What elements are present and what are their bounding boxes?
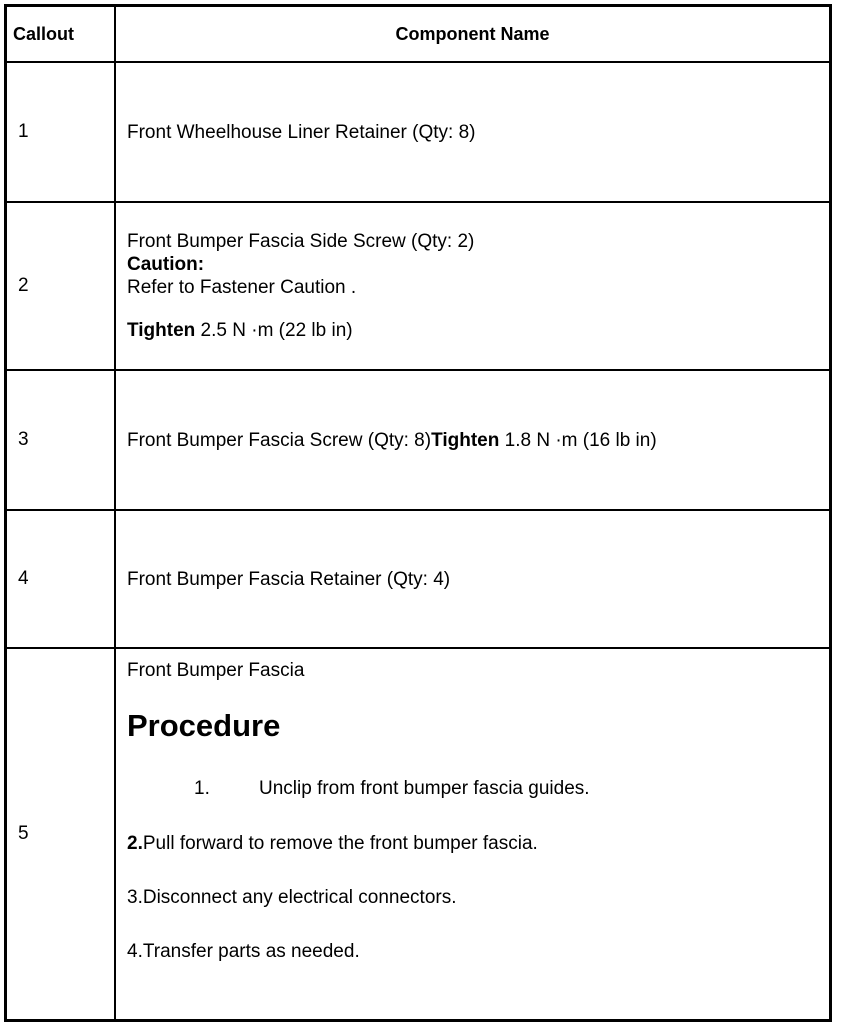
callout-cell: 3 [18,429,29,450]
step-text: Pull forward to remove the front bumper fascia. [142,833,538,854]
caution-text: Refer to Fastener Caution . [127,277,357,298]
component-name-line [127,429,829,452]
step-text: Disconnect any electrical connectors. [142,887,457,908]
table-row [7,649,829,1019]
callout-cell: 2 [18,275,29,296]
callout-cell: 5 [18,823,29,844]
procedure-title: Procedure [127,708,281,743]
callout-cell: 1 [18,121,29,142]
procedure-step [127,777,829,800]
table-row [7,203,829,371]
step-text: Unclip from front bumper fascia guides. [259,778,590,799]
component-name: Front Bumper Fascia Side Screw (Qty: 2) [127,231,475,252]
torque-spec [127,319,829,342]
step-number: 3. [127,887,143,908]
tighten-label: Tighten [431,429,500,451]
components-table [4,4,832,1022]
callout-header: Callout [13,23,74,44]
step-number: 1. [194,778,210,799]
torque-value: 2.5 N ·m (22 lb in) [200,320,353,341]
procedure-step [127,940,829,963]
procedure-step [127,886,829,909]
component-name: Front Bumper Fascia Screw (Qty: 8) [127,429,432,451]
tighten-label: Tighten [127,320,196,341]
component-name-cell [116,511,829,647]
step-number: 2. [127,833,143,854]
component-name-cell [116,649,829,1019]
component-name: Front Bumper Fascia [127,660,305,681]
callout-cell: 4 [18,568,29,589]
table-row [7,63,829,203]
table-row [7,371,829,511]
component-name-cell [116,203,829,369]
procedure-step [127,832,829,855]
table-header [7,7,829,63]
table-row [7,511,829,649]
component-name: Front Bumper Fascia Retainer (Qty: 4) [127,568,451,590]
caution-label: Caution: [127,254,205,275]
torque-value: 1.8 N ·m (16 lb in) [504,429,657,451]
component-name: Front Wheelhouse Liner Retainer (Qty: 8) [127,121,476,143]
component-name-cell [116,63,829,201]
component-name-header: Component Name [395,23,550,44]
step-text: Transfer parts as needed. [142,941,360,962]
component-name-cell [116,371,829,509]
step-number: 4. [127,941,143,962]
